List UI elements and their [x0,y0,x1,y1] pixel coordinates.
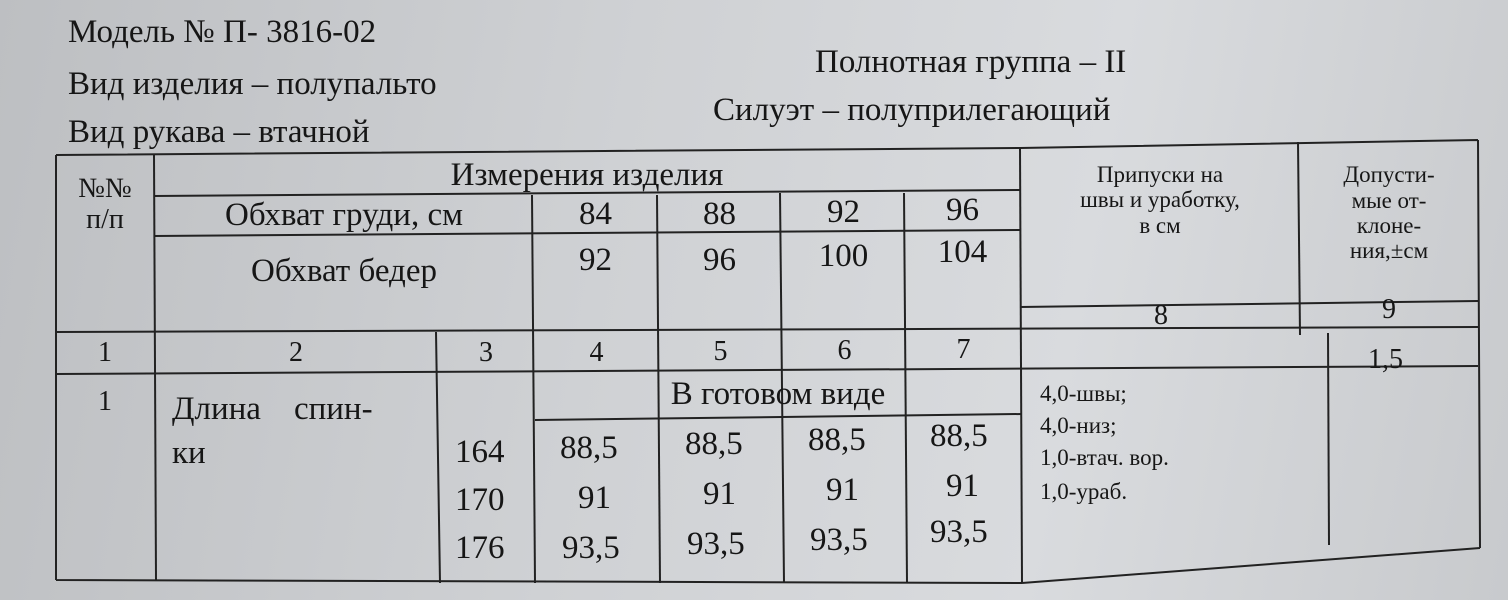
height-176: 176 [455,530,505,566]
allowances-header-line3: в см [1139,212,1181,238]
col-index-8: 8 [1154,299,1168,331]
tolerance-header-line3: клоне- [1356,213,1422,238]
value-r2-c3: 91 [826,472,859,508]
chest-size-3: 92 [827,193,860,230]
chest-size-2: 88 [703,195,736,232]
value-r2-c4: 91 [946,468,979,504]
hip-size-3: 100 [818,237,869,274]
tolerance-header-line2: мые от- [1351,187,1427,213]
hip-size-4: 104 [937,233,988,270]
chest-label: Обхват груди, см [225,196,463,233]
col-index-1: 1 [98,336,112,368]
chest-size-1: 84 [579,195,612,232]
hip-size-2: 96 [703,241,736,278]
height-170: 170 [455,482,505,518]
value-r1-c2: 88,5 [685,426,743,462]
row-name-line2: ки [172,435,206,471]
measurements-header: Измерения изделия [450,156,724,193]
height-164: 164 [455,434,505,470]
row-number: 1 [98,386,112,417]
fullness-group: Полнотная группа – II [815,44,1127,80]
allowance-3: 1,0-втач. вор. [1040,445,1169,470]
tolerance-header-line4: ния,±см [1349,238,1429,264]
allowance-2: 4,0-низ; [1040,413,1117,438]
tolerance-header [1300,138,1478,288]
value-r1-c3: 88,5 [808,422,866,458]
value-r3-c1: 93,5 [562,530,620,566]
col-number-line1: №№ [78,173,132,205]
silhouette: Силуэт – полуприлегающий [713,92,1111,128]
row-name-line1: Длина спин- [172,391,373,427]
finished-label: В готовом виде [670,375,886,412]
value-r3-c3: 93,5 [810,522,868,558]
sleeve-type: Вид рукава – втачной [68,114,370,150]
value-r3-c2: 93,5 [687,526,745,562]
tolerance-value: 1,5 [1368,344,1403,375]
chest-size-4: 96 [946,191,979,228]
value-r2-c2: 91 [703,476,736,512]
allowance-4: 1,0-ураб. [1040,479,1128,504]
col-index-3: 3 [479,336,493,368]
hip-size-1: 92 [579,241,612,278]
allowances-header [1022,145,1298,255]
allowances-header-line1: Припуски на [1096,162,1224,188]
col-index-7: 7 [956,333,971,365]
value-r3-c4: 93,5 [930,514,988,550]
col-index-6: 6 [837,334,852,366]
col-index-5: 5 [713,335,728,367]
hip-label: Обхват бедер [251,252,437,289]
allowances-header-line2: швы и уработку, [1080,187,1240,213]
col-index-9: 9 [1382,293,1396,325]
col-index-2: 2 [289,336,303,368]
tolerance-header-line1: Допусти- [1343,162,1435,188]
col-number-line2: п/п [86,204,124,235]
col-number-header [56,160,154,250]
value-r2-c1: 91 [578,480,611,516]
model-number: Модель № П- 3816-02 [68,14,377,50]
value-r1-c4: 88,5 [930,418,988,454]
col-index-4: 4 [589,336,604,368]
item-type: Вид изделия – полупальто [68,66,437,102]
allowance-1: 4,0-швы; [1040,381,1127,406]
value-r1-c1: 88,5 [560,430,618,466]
